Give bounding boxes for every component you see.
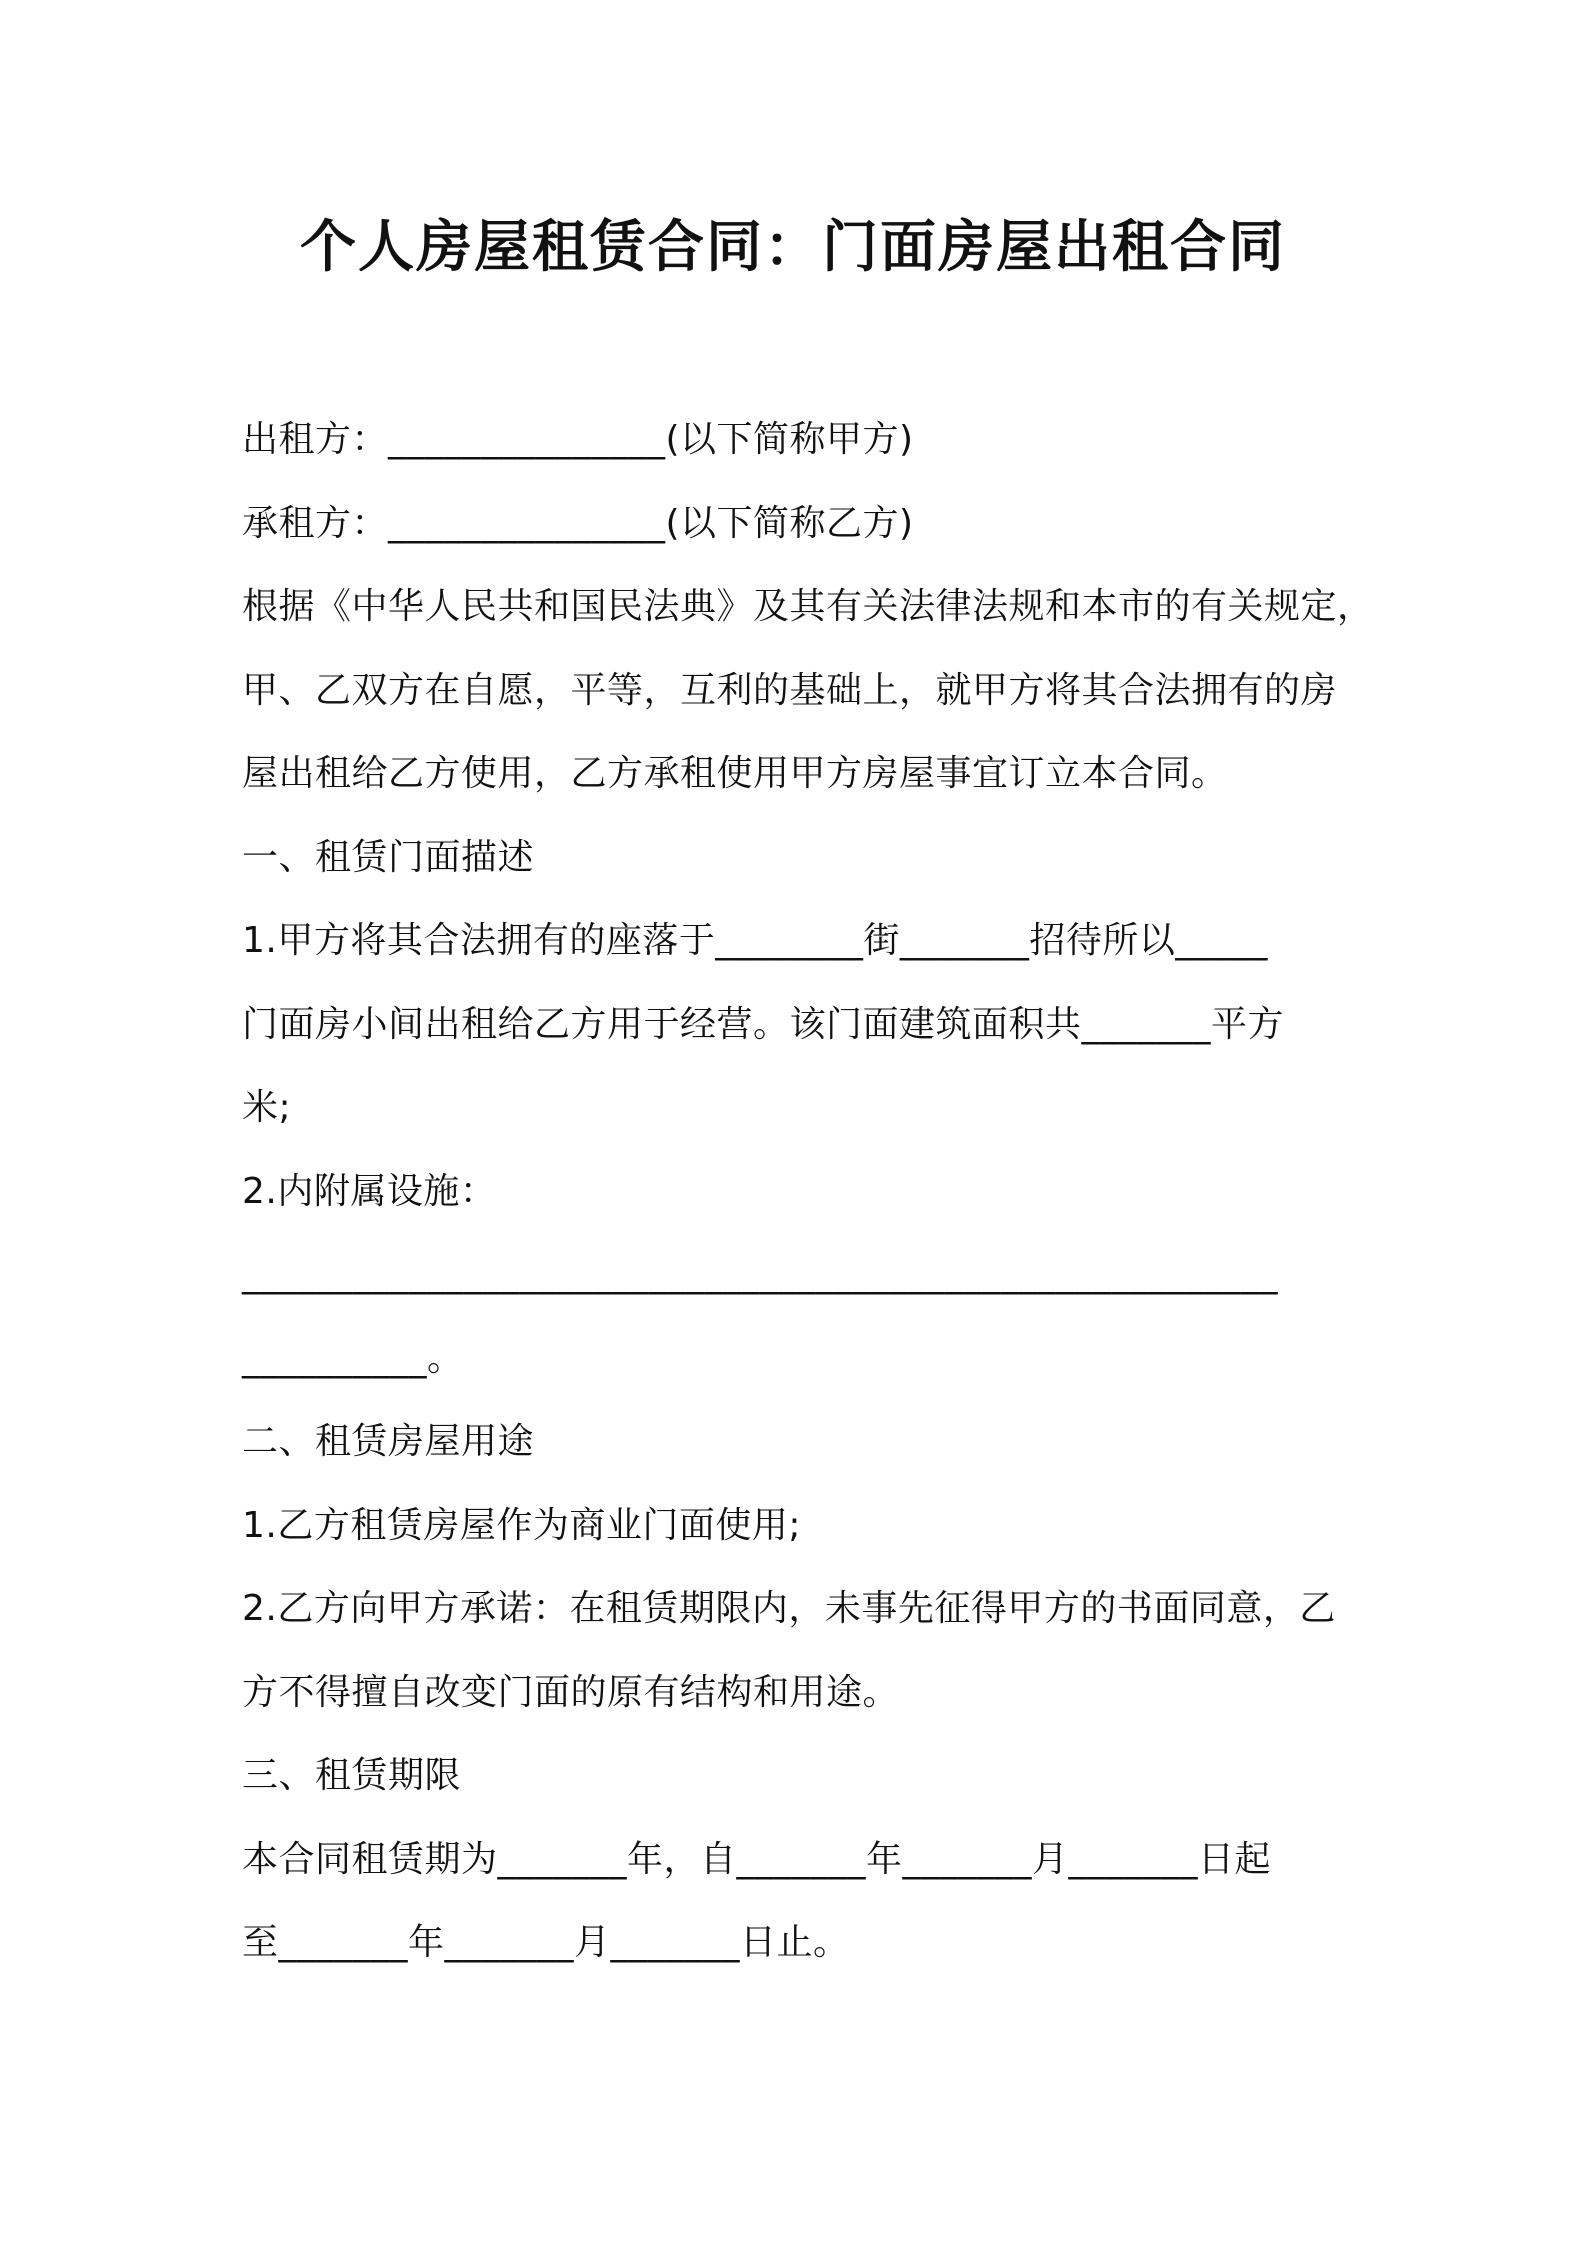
preamble-line-3: 屋出租给乙方使用，乙方承租使用甲方房屋事宜订立本合同。	[242, 753, 1228, 794]
preamble-line-1: 根据《中华人民共和国民法典》及其有关法律法规和本市的有关规定，	[242, 586, 1374, 627]
clause-1-2-blank-end: __________。	[242, 1337, 464, 1379]
clause-1-2-line-1: 2.内附属设施：	[242, 1170, 497, 1212]
section-heading-2: 二、租赁房屋用途	[242, 1421, 535, 1462]
term-line-2: 至_______年_______月_______日止。	[242, 1922, 850, 1963]
preamble-line-2: 甲、乙双方在自愿，平等，互利的基础上，就甲方将其合法拥有的房	[242, 669, 1338, 711]
clause-2-2-line-2: 方不得擅自改变门面的原有结构和用途。	[242, 1671, 900, 1713]
lessor-line: 出租方：_______________(以下简称甲方)	[242, 419, 914, 460]
clause-1-1-line-3: 米;	[242, 1087, 292, 1128]
clause-2-2-line-1: 2.乙方向甲方承诺：在租赁期限内，未事先征得甲方的书面同意，乙	[242, 1588, 1336, 1629]
clause-1-2-blank-line: ________________________________________________________	[242, 1254, 1278, 1295]
contract-body	[242, 398, 1374, 1985]
section-heading-3: 三、租赁期限	[242, 1755, 462, 1796]
term-line-1: 本合同租赁期为_______年，自_______年_______月_______日起	[242, 1838, 1272, 1880]
clause-2-1: 1.乙方租赁房屋作为商业门面使用;	[242, 1504, 801, 1546]
section-heading-1: 一、租赁门面描述	[242, 836, 535, 878]
clause-1-1-line-2: 门面房小间出租给乙方用于经营。该门面建筑面积共_______平方	[242, 1003, 1285, 1045]
page-title: 个人房屋租赁合同：门面房屋出租合同	[300, 215, 1286, 280]
clause-1-1-line-1: 1.甲方将其合法拥有的座落于________街_______招待所以_____	[242, 920, 1268, 961]
lessee-line: 承租方：_______________(以下简称乙方)	[242, 502, 914, 544]
